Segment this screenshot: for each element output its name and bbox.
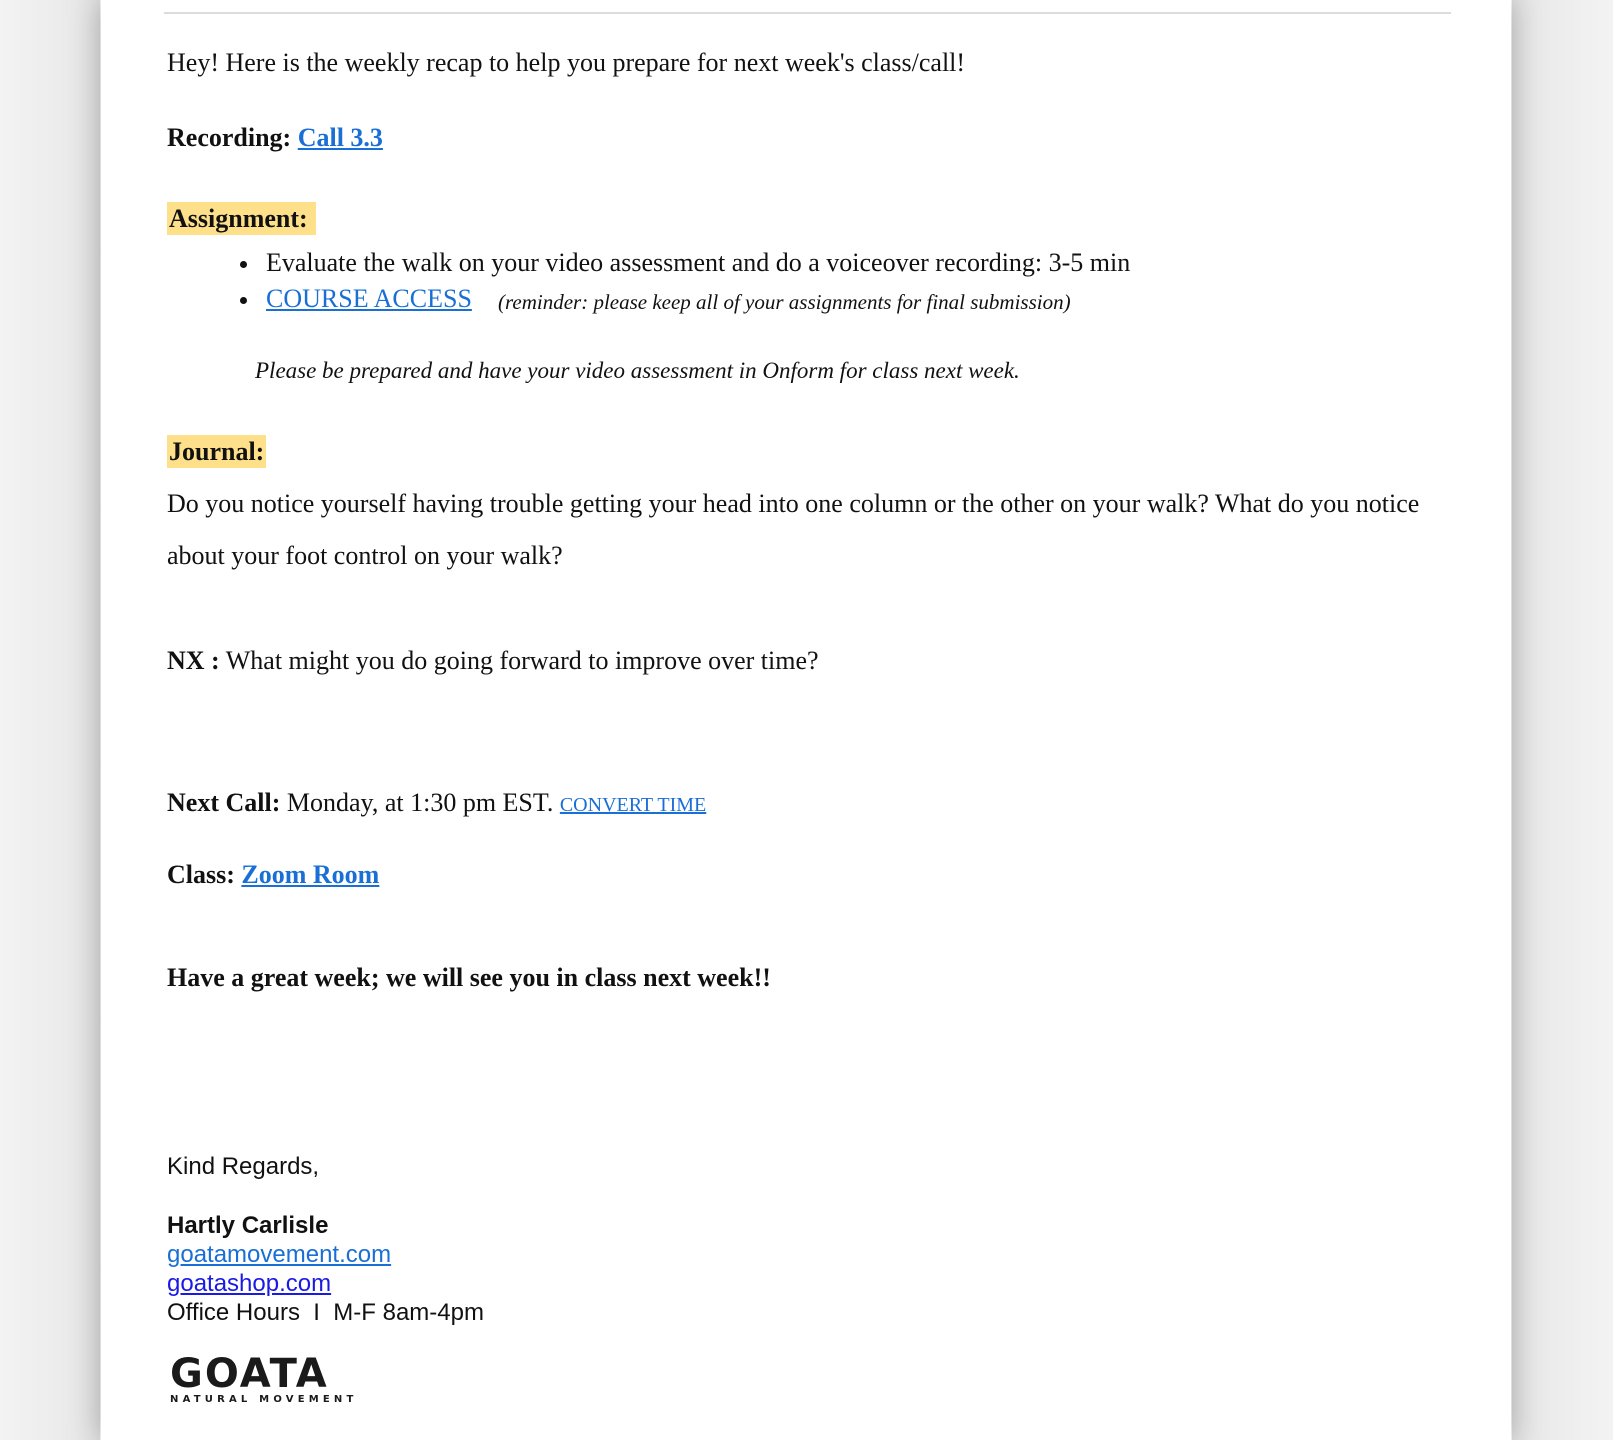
closing-text: Have a great week; we will see you in class next week!! — [167, 963, 771, 992]
signature-name: Hartly Carlisle — [167, 1212, 329, 1239]
assignment-note: Please be prepared and have your video assessment in Onform for class next week. — [255, 358, 1020, 383]
recording-label: Recording: — [167, 123, 292, 152]
assignment-heading — [167, 203, 316, 235]
next-call-label: Next Call: — [167, 788, 281, 817]
journal-heading — [167, 436, 266, 468]
signature-greeting: Kind Regards, — [167, 1153, 320, 1180]
intro-text: Hey! Here is the weekly recap to help you prepare for next week's class/call! — [167, 48, 966, 77]
signature-website — [167, 1240, 391, 1270]
office-hours: Office Hours I M-F 8am-4pm — [167, 1299, 484, 1326]
goata-logo — [170, 1351, 358, 1406]
shop-link[interactable]: goatashop.com — [167, 1270, 332, 1297]
journal-text-line1: Do you notice yourself having trouble getting your head into one column or the other on your walk? What do you notice — [167, 489, 1420, 518]
zoom-room-link[interactable]: Zoom Room — [241, 860, 380, 889]
signature-shop — [167, 1269, 331, 1299]
logo-tagline: NATURAL MOVEMENT — [170, 1394, 358, 1405]
journal-label: Journal: — [169, 437, 265, 466]
next-call-text: Monday, at 1:30 pm EST. — [286, 788, 554, 817]
convert-time-link[interactable]: CONVERT TIME — [559, 794, 707, 816]
next-call-line — [167, 787, 706, 821]
reminder-note: (reminder: please keep all of your assignments for final submission) — [498, 290, 1071, 314]
recording-line — [167, 122, 383, 154]
nx-text: What might you do going forward to improve over time? — [225, 646, 819, 675]
assignment-label: Assignment: — [167, 202, 316, 235]
bullet-icon — [240, 261, 247, 268]
header-divider — [164, 12, 1451, 14]
bullet-icon — [240, 297, 247, 304]
website-link[interactable]: goatamovement.com — [167, 1241, 392, 1268]
class-line — [167, 859, 379, 891]
journal-text-line2: about your foot control on your walk? — [167, 541, 563, 570]
course-access-line — [266, 283, 472, 315]
recording-link[interactable]: Call 3.3 — [297, 123, 383, 152]
nx-line — [167, 645, 819, 677]
assignment-item: Evaluate the walk on your video assessment and do a voiceover recording: 3-5 min — [266, 248, 1131, 277]
logo-wordmark: GOATA — [170, 1351, 329, 1397]
course-access-link[interactable]: COURSE ACCESS — [266, 284, 472, 313]
nx-label: NX : — [167, 646, 220, 675]
class-label: Class: — [167, 860, 235, 889]
